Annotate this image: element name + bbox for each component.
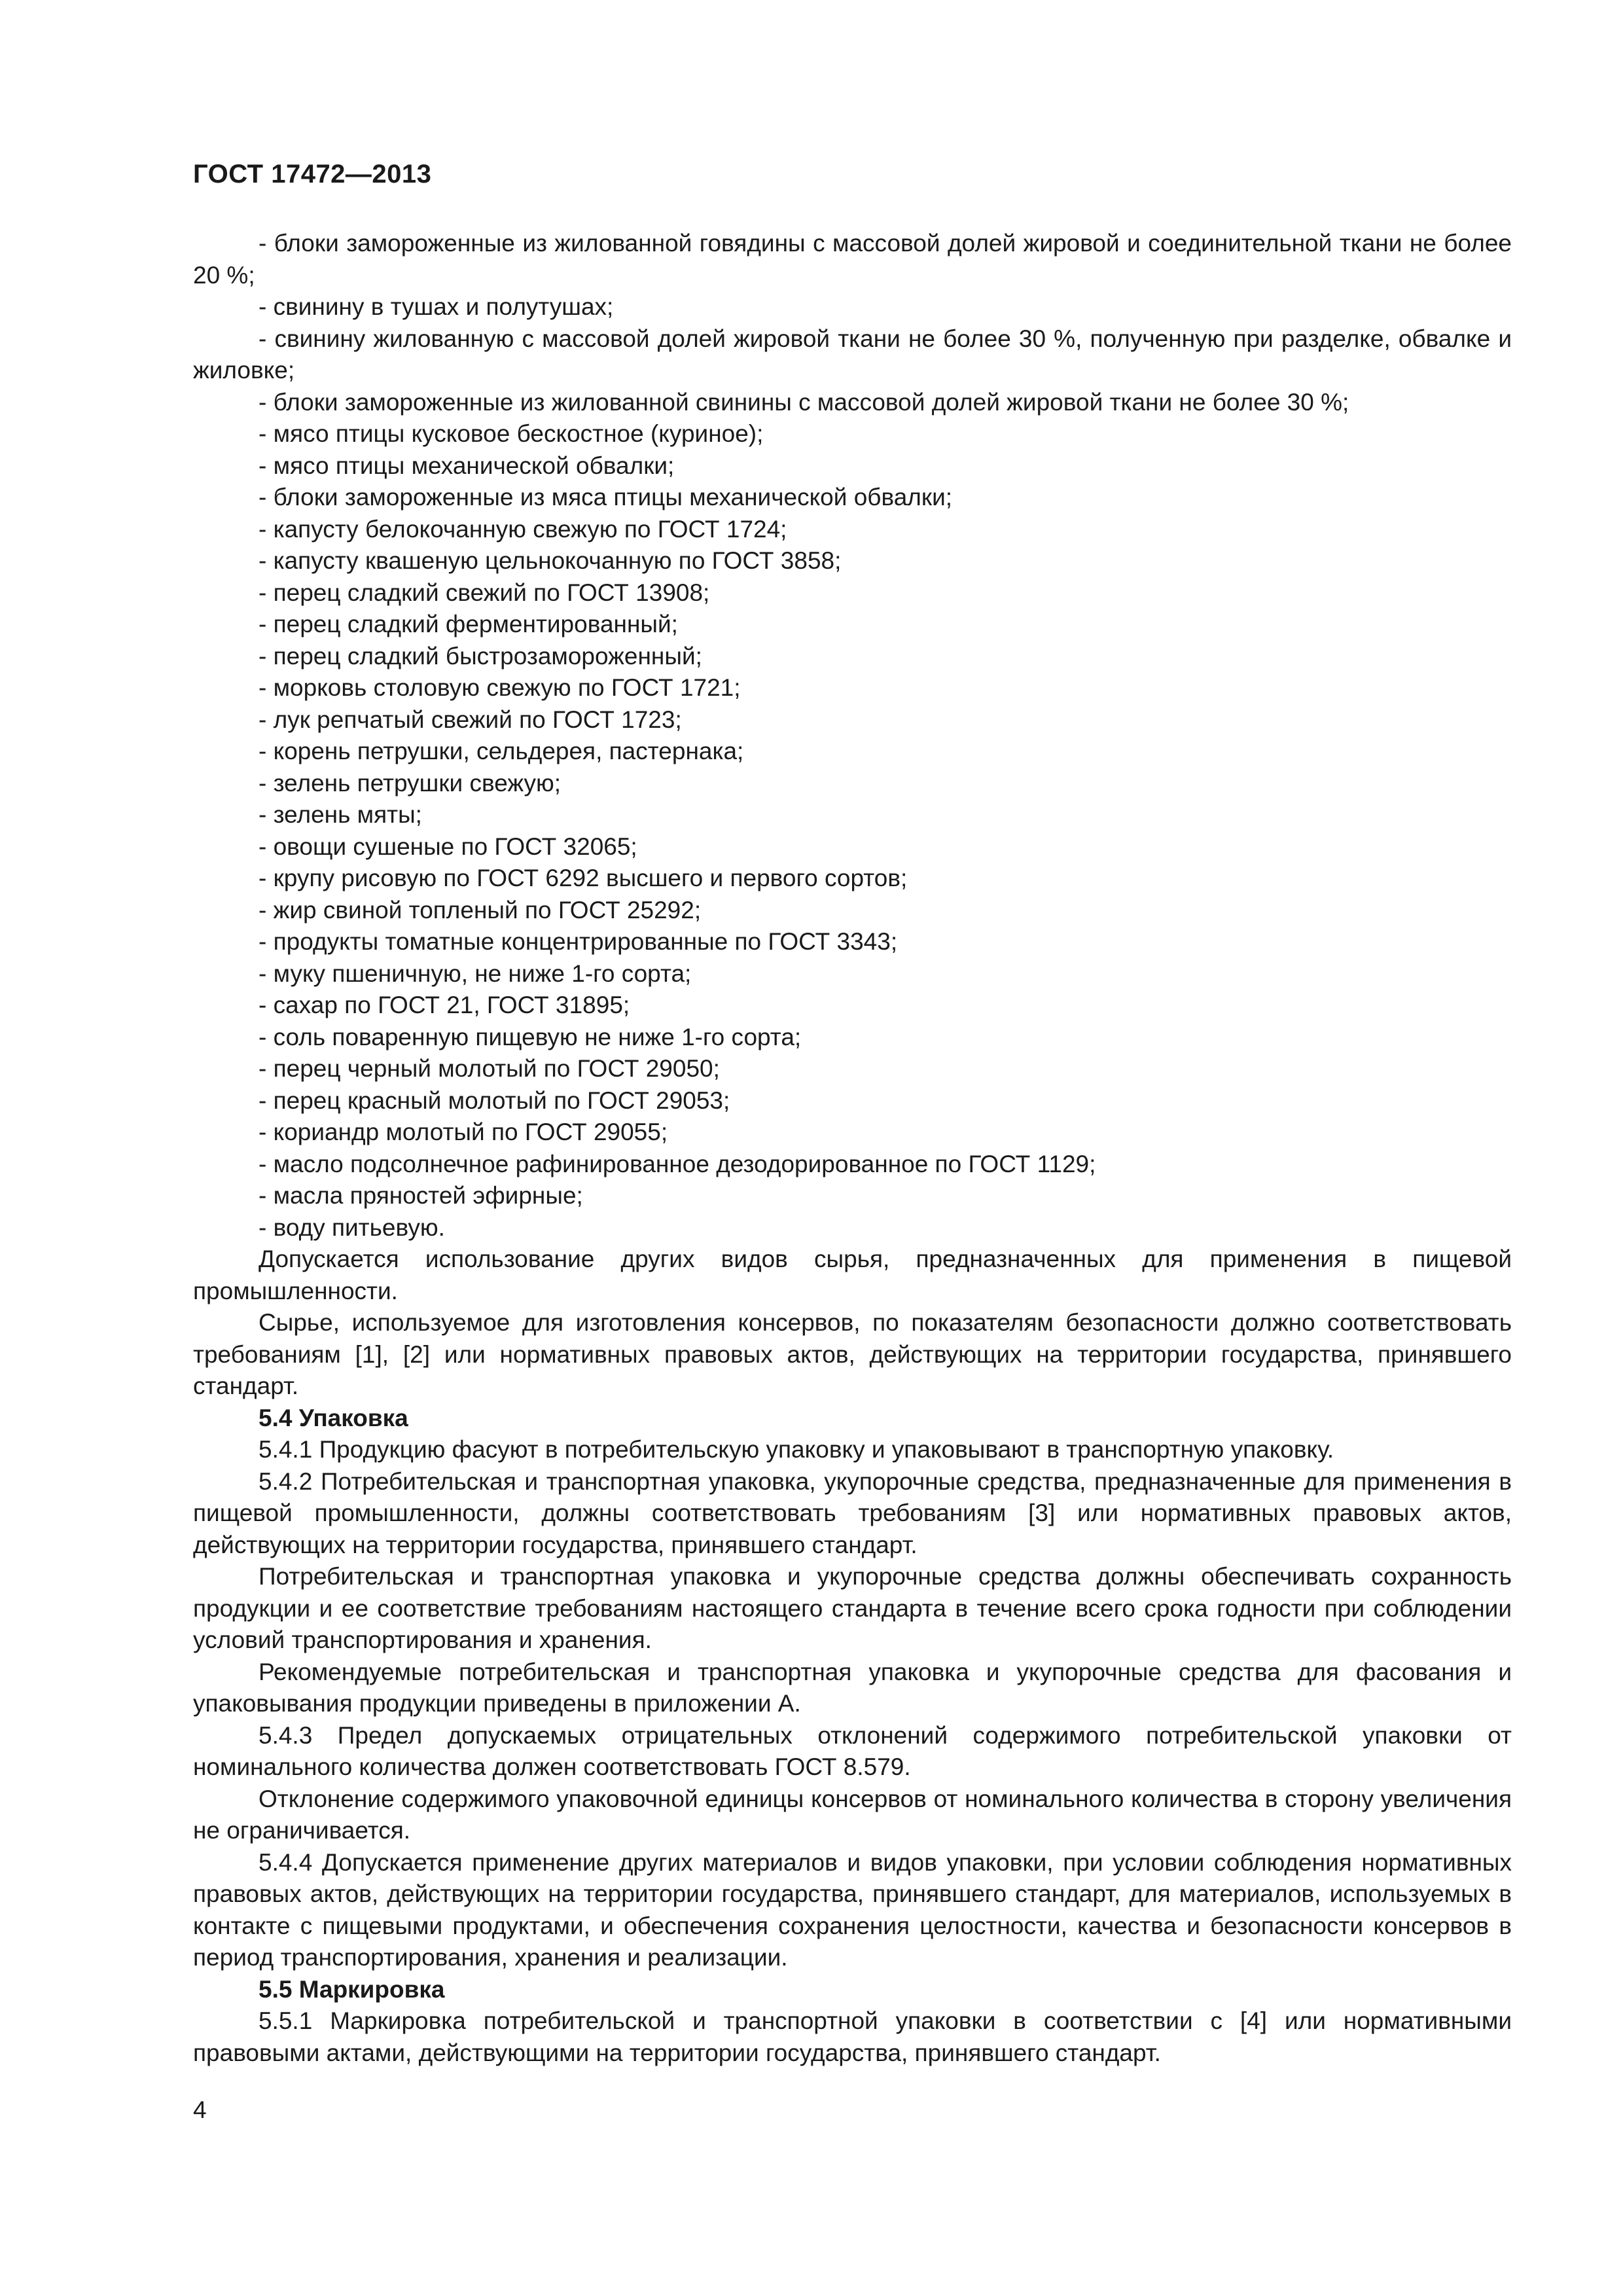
list-item: - блоки замороженные из жилованной свинины с массовой долей жировой ткани не более 30 %;	[259, 388, 1349, 416]
list-item: - блоки замороженные из жилованной говядины с массовой долей жировой и соединительной ткани не более 20 %;	[193, 230, 1512, 289]
list-item: - мясо птицы кусковое бескостное (куриное);	[259, 420, 764, 447]
list-item: - морковь столовую свежую по ГОСТ 1721;	[259, 674, 741, 701]
list-item: - сахар по ГОСТ 21, ГОСТ 31895;	[259, 992, 630, 1018]
list-item: - перец сладкий свежий по ГОСТ 13908;	[259, 579, 710, 606]
list-item: - зелень петрушки свежую;	[259, 769, 562, 797]
list-item: - масла пряностей эфирные;	[259, 1182, 583, 1209]
paragraph: 5.4.2 Потребительская и транспортная упаковка, укупорочные средства, предназначенные для применения в пищевой промышленности, должны соответствовать требованиям [3] или нормативных правовых актов, действующих на территории государства, принявшего стандарт.	[193, 1467, 1512, 1558]
list-item: - корень петрушки, сельдерея, пастернака;	[259, 738, 744, 764]
paragraph: Рекомендуемые потребительская и транспортная упаковка и укупорочные средства для фасования и упаковывания продукции приведены в приложении А.	[193, 1658, 1512, 1717]
list-item: - перец красный молотый по ГОСТ 29053;	[259, 1086, 730, 1114]
list-item: - перец сладкий ферментированный;	[259, 611, 678, 637]
list-item: - капусту квашеную цельнокочанную по ГОСТ 3858;	[259, 547, 842, 574]
section-heading-packaging: 5.4 Упаковка	[259, 1404, 408, 1431]
list-item: - свинину в тушах и полутушах;	[259, 293, 614, 320]
list-item: - овощи сушеные по ГОСТ 32065;	[259, 833, 637, 860]
paragraph: 5.5.1 Маркировка потребительской и транспортной упаковки в соответствии с [4] или нормативными правовыми актами, действующими на территории государства, принявшего стандарт.	[193, 2007, 1512, 2066]
list-item: - перец сладкий быстрозамороженный;	[259, 642, 702, 670]
list-item: - крупу рисовую по ГОСТ 6292 высшего и первого сортов;	[259, 865, 908, 891]
list-item: - соль поваренную пищевую не ниже 1-го сорта;	[259, 1023, 802, 1050]
paragraph: Сырье, используемое для изготовления консервов, по показателям безопасности должно соответствовать требованиям [1], [2] или нормативных правовых актов, действующих на территории государства, принявшего стандарт.	[193, 1309, 1512, 1399]
document-body	[193, 228, 1512, 2069]
list-item: - свинину жилованную с массовой долей жировой ткани не более 30 %, полученную при разделке, обвалке и жиловке;	[193, 325, 1512, 384]
list-item: - капусту белокочанную свежую по ГОСТ 1724;	[259, 515, 787, 543]
paragraph: 5.4.4 Допускается применение других материалов и видов упаковки, при условии соблюдения нормативных правовых актов, действующих на территории государства, принявшего стандарт, для материалов, используемых в контакте с пищевыми продуктами, и обеспечения сохранения целостности, качества и безопасности консервов в период транспортирования, хранения и реализации.	[193, 1848, 1512, 1971]
paragraph: Потребительская и транспортная упаковка и укупорочные средства должны обеспечивать сохранность продукции и ее соответствие требованиям настоящего стандарта в течение всего срока годности при соблюдении условий транспортирования и хранения.	[193, 1563, 1512, 1653]
section-heading-marking: 5.5 Маркировка	[259, 1975, 445, 2003]
list-item: - воду питьевую.	[259, 1213, 445, 1241]
list-item: - зелень мяты;	[259, 801, 422, 828]
list-item: - масло подсолнечное рафинированное дезодорированное по ГОСТ 1129;	[259, 1150, 1096, 1177]
list-item: - перец черный молотый по ГОСТ 29050;	[259, 1055, 720, 1082]
list-item: - лук репчатый свежий по ГОСТ 1723;	[259, 706, 682, 733]
paragraph: Допускается использование других видов сырья, предназначенных для применения в пищевой промышленности.	[193, 1246, 1512, 1304]
paragraph: 5.4.3 Предел допускаемых отрицательных отклонений содержимого потребительской упаковки от номинального количества должен соответствовать ГОСТ 8.579.	[193, 1721, 1512, 1780]
list-item: - жир свиной топленый по ГОСТ 25292;	[259, 896, 702, 924]
paragraph: 5.4.1 Продукцию фасуют в потребительскую упаковку и упаковывают в транспортную упаковку.	[259, 1436, 1334, 1463]
list-item: - продукты томатные концентрированные по ГОСТ 3343;	[259, 928, 898, 955]
list-item: - муку пшеничную, не ниже 1-го сорта;	[259, 960, 692, 987]
document-header: ГОСТ 17472—2013	[193, 160, 432, 188]
list-item: - кориандр молотый по ГОСТ 29055;	[259, 1119, 668, 1145]
list-item: - мясо птицы механической обвалки;	[259, 452, 675, 479]
page-number: 4	[193, 2096, 207, 2123]
list-item: - блоки замороженные из мяса птицы механической обвалки;	[259, 484, 953, 511]
paragraph: Отклонение содержимого упаковочной единицы консервов от номинального количества в сторону увеличения не ограничивается.	[193, 1785, 1512, 1844]
